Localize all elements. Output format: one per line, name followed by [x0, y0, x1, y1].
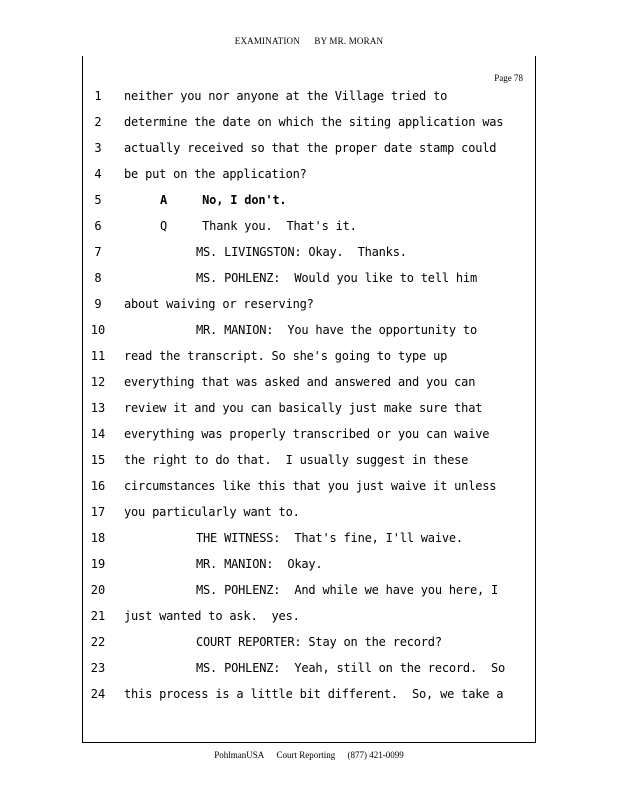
transcript-line: be put on the application? — [124, 167, 307, 181]
line-number: 24 — [90, 687, 106, 701]
footer-company: PohlmanUSA — [214, 750, 265, 760]
line-number: 14 — [90, 427, 106, 441]
line-number: 9 — [94, 297, 102, 311]
line-number: 18 — [90, 531, 106, 545]
transcript-line: MS. POHLENZ: And while we have you here, I — [196, 583, 499, 597]
transcript-line: Q Thank you. That's it. — [160, 219, 357, 233]
transcript-line: MS. LIVINGSTON: Okay. Thanks. — [196, 245, 407, 259]
transcript-line: the right to do that. I usually suggest in these — [124, 453, 469, 467]
transcript-line: MS. POHLENZ: Yeah, still on the record. So — [196, 661, 506, 675]
transcript-line: MS. POHLENZ: Would you like to tell him — [196, 271, 477, 285]
transcript-line: COURT REPORTER: Stay on the record? — [196, 635, 442, 649]
line-number: 10 — [90, 323, 106, 337]
transcript-line: MR. MANION: Okay. — [196, 557, 323, 571]
footer-phone: (877) 421-0099 — [347, 750, 404, 760]
line-number: 17 — [90, 505, 106, 519]
line-number: 7 — [94, 245, 102, 259]
line-number: 5 — [94, 193, 102, 207]
line-number: 15 — [90, 453, 106, 467]
header-examiner: BY MR. MORAN — [314, 36, 384, 46]
transcript-line: MR. MANION: You have the opportunity to — [196, 323, 477, 337]
line-number: 21 — [90, 609, 106, 623]
transcript-line: THE WITNESS: That's fine, I'll waive. — [196, 531, 463, 545]
line-number: 2 — [94, 115, 102, 129]
transcript-line: actually received so that the proper date stamp could — [124, 141, 497, 155]
page-footer — [0, 750, 618, 760]
transcript-line: about waiving or reserving? — [124, 297, 314, 311]
transcript-line: you particularly want to. — [124, 505, 300, 519]
transcript-line: neither you nor anyone at the Village tried to — [124, 89, 448, 103]
transcript-line: this process is a little bit different. So, we take a — [124, 687, 504, 701]
transcript-line: determine the date on which the siting application was — [124, 115, 504, 129]
line-number: 20 — [90, 583, 106, 597]
line-number: 1 — [94, 89, 102, 103]
transcript-line: circumstances like this that you just waive it unless — [124, 479, 497, 493]
transcript-line: review it and you can basically just make sure that — [124, 401, 483, 415]
line-number: 23 — [90, 661, 106, 675]
transcript-line: read the transcript. So she's going to type up — [124, 349, 448, 363]
line-number: 16 — [90, 479, 106, 493]
footer-service: Court Reporting — [276, 750, 336, 760]
transcript-line: just wanted to ask. yes. — [124, 609, 300, 623]
page-number: Page 78 — [494, 73, 523, 83]
line-number: 13 — [90, 401, 106, 415]
transcript-line: everything that was asked and answered and you can — [124, 375, 476, 389]
page-header — [0, 36, 618, 46]
line-number: 6 — [94, 219, 102, 233]
line-number: 11 — [90, 349, 106, 363]
line-number: 12 — [90, 375, 106, 389]
line-number: 3 — [94, 141, 102, 155]
transcript-line: everything was properly transcribed or you can waive — [124, 427, 490, 441]
line-number: 4 — [94, 167, 102, 181]
header-section: EXAMINATION — [234, 36, 300, 46]
transcript-line: A No, I don't. — [160, 193, 287, 207]
line-number: 19 — [90, 557, 106, 571]
line-number: 22 — [90, 635, 106, 649]
line-number: 8 — [94, 271, 102, 285]
